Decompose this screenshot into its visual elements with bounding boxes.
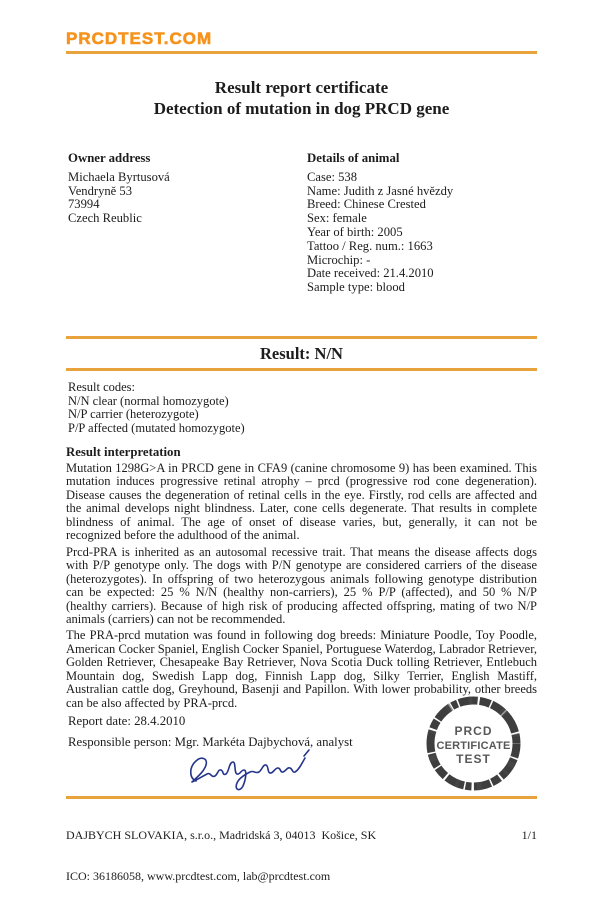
page-number: 1/1 xyxy=(521,828,537,842)
document-title xyxy=(0,77,603,119)
animal-date-received: Date received: 21.4.2010 xyxy=(307,266,434,281)
stamp-line2: CERTIFICATE xyxy=(436,740,511,752)
owner-address-section xyxy=(68,152,288,226)
header-divider xyxy=(66,51,537,54)
animal-breed: Breed: Chinese Crested xyxy=(307,197,426,212)
prcdtest-logo: PRCDTEST.COM xyxy=(66,29,213,48)
stamp-line3: TEST xyxy=(456,752,491,766)
report-date: Report date: 28.4.2010 xyxy=(68,714,186,728)
result-banner: Result: N/N xyxy=(66,336,537,371)
animal-case: Case: 538 xyxy=(307,169,358,184)
owner-name: Michaela Byrtusová xyxy=(68,169,170,184)
footer-company-line: DAJBYCH SLOVAKIA, s.r.o., Madridská 3, 04013 Košice, SK xyxy=(66,828,377,842)
result-interpretation-heading: Result interpretation xyxy=(66,445,181,459)
animal-details-section xyxy=(307,152,547,295)
animal-name: Name: Judith z Jasné hvězdy xyxy=(307,183,454,198)
interpretation-paragraph-3: The PRA-prcd mutation was found in following dog breeds: Miniature Poodle, Toy Poodle, American Cocker Spaniel, English Cocker Spaniel, Portuguese Waterdog, Labrador Retriever, Golden Retriever, Chesapeake Bay Retriever, Nova Scotia Duck tolling Retriever, Entlebuch Mountain dog, Swedish Lapp dog, Finnish Lapp dog, Silky Terrier, English Mastiff, Australian cattle dog, Greyhound, Basenji and Papillon. With lower probability, other breeds can be also affected by PRA-prcd. xyxy=(66,628,537,710)
animal-sample-type: Sample type: blood xyxy=(307,280,405,295)
title-line2: Detection of mutation in dog PRCD gene xyxy=(153,99,450,118)
animal-microchip: Microchip: - xyxy=(307,252,371,267)
footer-contact-line: ICO: 36186058, www.prcdtest.com, lab@prcdtest.com xyxy=(66,868,331,883)
signature-ink xyxy=(182,746,322,794)
animal-sex: Sex: female xyxy=(307,211,367,226)
result-code-np: N/P carrier (heterozygote) xyxy=(68,407,199,422)
stamp-line1: PRCD xyxy=(454,724,493,738)
footer xyxy=(66,802,537,910)
owner-country: Czech Reublic xyxy=(68,211,142,226)
owner-address-heading: Owner address xyxy=(68,151,151,165)
animal-year-of-birth: Year of birth: 2005 xyxy=(307,224,403,239)
result-codes-heading: Result codes: xyxy=(68,380,136,394)
owner-street: Vendryně 53 xyxy=(68,183,133,198)
animal-details-heading: Details of animal xyxy=(307,151,400,165)
animal-tattoo: Tattoo / Reg. num.: 1663 xyxy=(307,238,433,253)
title-line1: Result report certificate xyxy=(214,78,389,97)
interpretation-paragraph-1: Mutation 1298G>A in PRCD gene in CFA9 (canine chromosome 9) has been examined. This mutation induces progressive retinal atrophy – prcd (progressive rod cone degeneration). Disease causes the degeneration of retinal cells in the eye. Firstly, rod cells are affected and the animal develops night blindness. Later, cone cells degenerate. That results in complete blindness of animal. The age of onset of disease varies, but, generally, it can not be recognized before the adulthood of the animal. xyxy=(66,461,537,543)
interpretation-paragraph-2: Prcd-PRA is inherited as an autosomal recessive trait. That means the disease affects dogs with P/P genotype only. The dogs with P/N genotype are considered carriers of the disease (heterozygotes). In offspring of two heterozygous animals following genotype distribution can be expected: 25 % N/N (healthy non-carriers), 25 % P/P (affected), and 50 % N/P (healthy carriers). Because of high risk of producing affected offspring, mating of two N/P animals (carriers) can not be recommended. xyxy=(66,544,537,626)
certificate-stamp xyxy=(423,693,524,794)
result-interpretation-section xyxy=(66,445,537,713)
footer-divider xyxy=(66,796,537,799)
owner-zip: 73994 xyxy=(68,197,100,212)
result-code-pp: P/P affected (mutated homozygote) xyxy=(68,420,245,435)
responsible-person: Responsible person: Mgr. Markéta Dajbychová, analyst xyxy=(68,735,353,749)
result-code-nn: N/N clear (normal homozygote) xyxy=(68,393,229,408)
result-codes-section xyxy=(68,381,528,435)
